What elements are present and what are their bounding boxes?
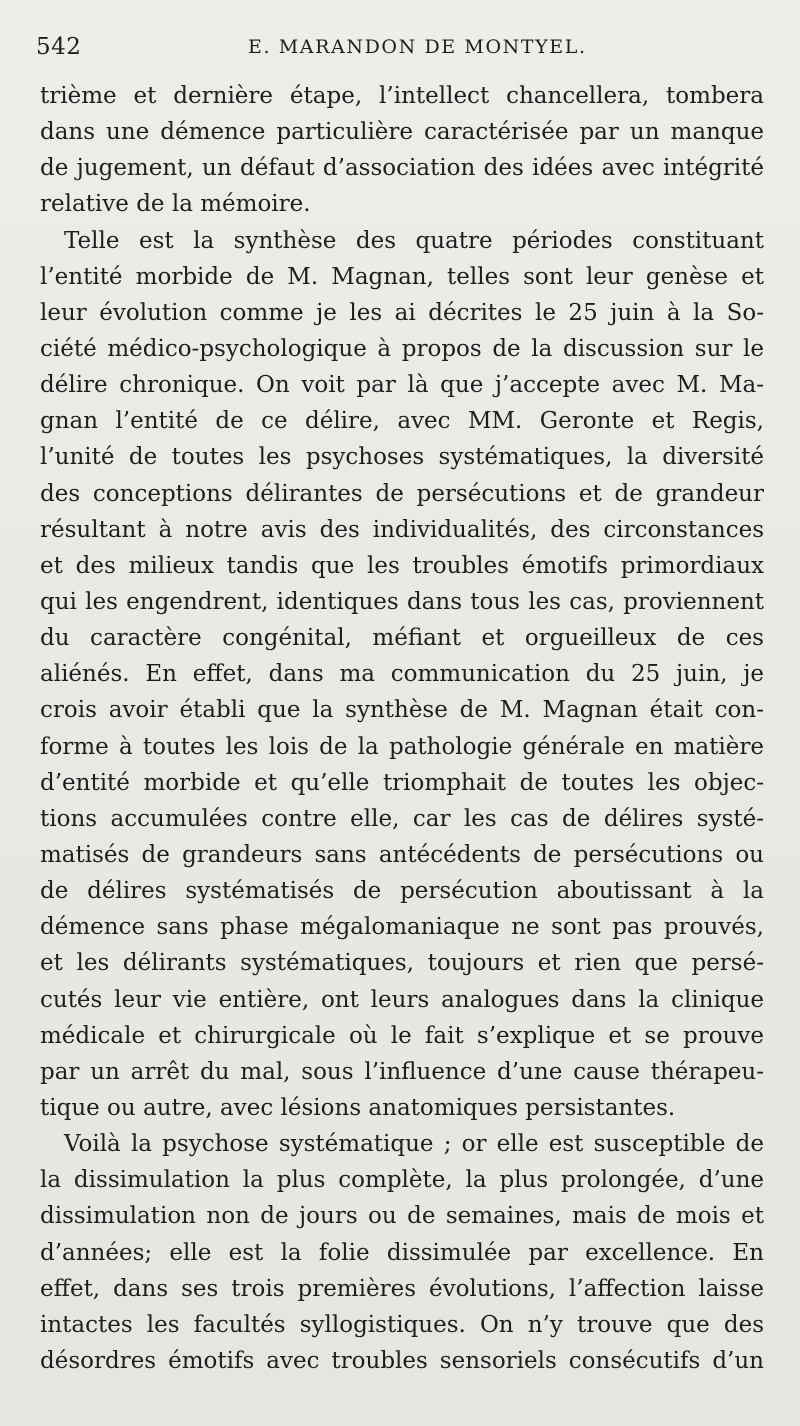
text-line: résultant à notre avis des individualités, des circonstances xyxy=(40,516,764,543)
text-line: intactes les facultés syllogistiques. On n’y trouve que des xyxy=(40,1311,764,1338)
page-number: 542 xyxy=(36,34,82,60)
body-text xyxy=(40,78,764,1379)
text-line: crois avoir établi que la synthèse de M. Magnan était con- xyxy=(40,697,764,724)
text-line: relative de la mémoire. xyxy=(40,191,311,218)
text-line: désordres émotifs avec troubles sensoriels consécutifs d’un xyxy=(40,1347,764,1374)
text-line: par un arrêt du mal, sous l’influence d’une cause thérapeu- xyxy=(40,1058,764,1085)
text-line: effet, dans ses trois premières évolutions, l’affection laisse xyxy=(40,1275,764,1302)
text-line: médicale et chirurgicale où le fait s’explique et se prouve xyxy=(40,1022,764,1049)
text-line: qui les engendrent, identiques dans tous les cas, proviennent xyxy=(40,588,764,615)
text-line: trième et dernière étape, l’intellect chancellera, tombera xyxy=(40,83,764,109)
text-line: tions accumulées contre elle, car les cas de délires systé- xyxy=(40,805,764,832)
page-header xyxy=(36,34,760,64)
text-line: démence sans phase mégalomaniaque ne sont pas prouvés, xyxy=(40,914,764,941)
text-line: de jugement, un défaut d’association des idées avec intégrité xyxy=(40,155,764,182)
text-line: des conceptions délirantes de persécutions et de grandeur xyxy=(40,480,764,507)
text-line: dans une démence particulière caractérisée par un manque xyxy=(40,119,764,146)
text-line: délire chronique. On voit par là que j’accepte avec M. Ma- xyxy=(40,372,764,399)
text-line: tique ou autre, avec lésions anatomiques persistantes. xyxy=(40,1094,676,1121)
text-line: d’années; elle est la folie dissimulée par excellence. En xyxy=(40,1239,764,1266)
text-line: Voilà la psychose systématique ; or elle est susceptible de xyxy=(64,1131,764,1158)
text-line: forme à toutes les lois de la pathologie générale en matière xyxy=(40,733,764,760)
text-line: matisés de grandeurs sans antécédents de persécutions ou xyxy=(40,841,764,868)
text-line: dissimulation non de jours ou de semaines, mais de mois et xyxy=(40,1203,764,1230)
text-line: l’entité morbide de M. Magnan, telles sont leur genèse et xyxy=(40,263,764,290)
running-head: E. MARANDON DE MONTYEL. xyxy=(248,36,587,58)
text-line: l’unité de toutes les psychoses systématiques, la diversité xyxy=(40,444,764,471)
text-line: du caractère congénital, méfiant et orgueilleux de ces xyxy=(40,625,764,652)
text-line: et des milieux tandis que les troubles émotifs primordiaux xyxy=(40,552,764,579)
text-line: d’entité morbide et qu’elle triomphait de toutes les objec- xyxy=(40,769,764,796)
text-line: et les délirants systématiques, toujours et rien que persé- xyxy=(40,950,764,977)
text-line: leur évolution comme je les ai décrites le 25 juin à la So- xyxy=(40,299,764,326)
text-line: de délires systématisés de persécution aboutissant à la xyxy=(40,878,764,905)
text-line: la dissimulation la plus complète, la plus prolongée, d’une xyxy=(40,1167,764,1194)
text-line: Telle est la synthèse des quatre périodes constituant xyxy=(64,227,764,254)
text-line: cutés leur vie entière, ont leurs analogues dans la clinique xyxy=(40,986,764,1013)
text-line: ciété médico-psychologique à propos de la discussion sur le xyxy=(40,335,764,362)
text-line: aliénés. En effet, dans ma communication du 25 juin, je xyxy=(40,661,764,688)
text-line: gnan l’entité de ce délire, avec MM. Geronte et Regis, xyxy=(40,408,764,435)
